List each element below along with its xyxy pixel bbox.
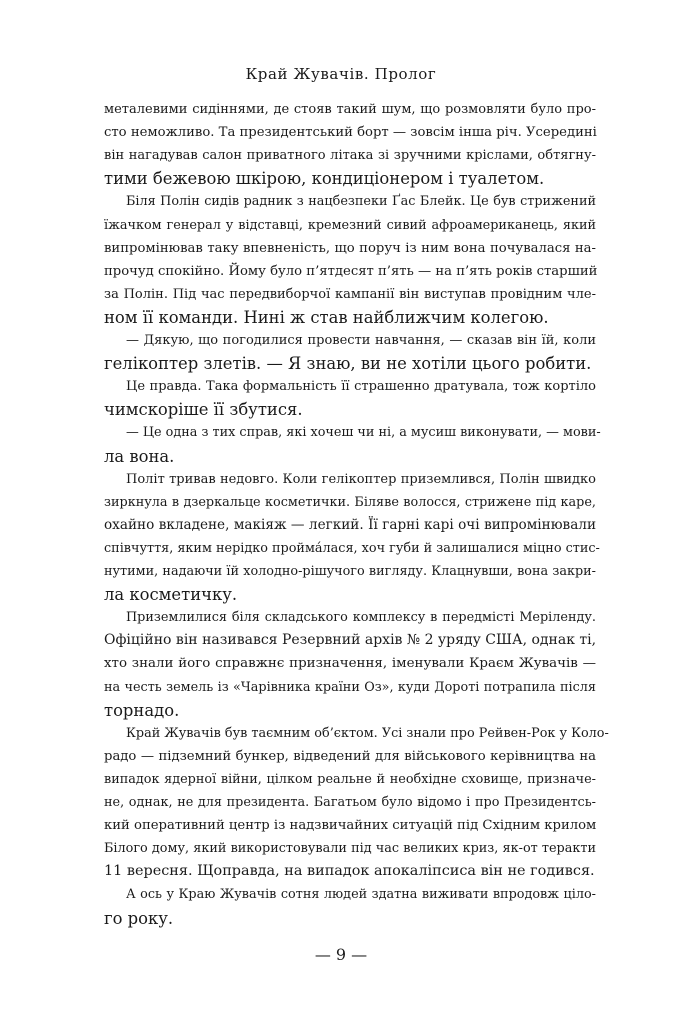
text-line: — Дякую, що погодилися провести навчання, — сказав він їй, коли xyxy=(126,333,596,348)
text-line: Політ тривав недовго. Коли гелікоптер приземлився, Полін швидко xyxy=(126,471,596,487)
text-line: Білого дому, який використовували під час великих криз, як-от теракти xyxy=(104,841,596,857)
text-line: — Це одна з тих справ, які хочеш чи ні, а мусиш виконувати, — мови- xyxy=(126,425,601,441)
text-line: випадок ядерної війни, цілком реальне й необхідне сховище, призначе- xyxy=(104,771,596,787)
text-line: чимскоріше її збутися. xyxy=(104,400,303,420)
text-line: кий оперативний центр із надзвичайних ситуацій під Східним крилом xyxy=(104,818,597,834)
text-line: за Полін. Під час передвиборчої кампанії він виступав провідним чле- xyxy=(104,286,596,302)
text-line: Біля Полін сидів радник з нацбезпеки Ґас Блейк. Це був стрижений xyxy=(126,194,596,210)
text-line: гелікоптер злетів. — Я знаю, ви не хотіли цього робити. xyxy=(104,354,592,374)
text-line: радо — підземний бункер, відведений для військового керівництва на xyxy=(104,748,596,764)
text-line: він нагадував салон приватного літака зі зручними кріслами, обтягну- xyxy=(104,148,596,164)
text-line: Офіційно він називався Резервний архів № 2 уряду США, однак ті, xyxy=(104,632,597,649)
text-line: Приземлилися біля складського комплексу в передмісті Меріленду. xyxy=(126,610,596,626)
text-line: металевими сидіннями, де стояв такий шум, що розмовляти було про- xyxy=(104,102,596,117)
text-line: співчуття, яким нерідко пройма́лася, хоч губи й залишалися міцно стис- xyxy=(104,540,600,556)
text-line: Це правда. Така формальність її страшенно дратувала, тож кортіло xyxy=(126,379,596,395)
text-line: 11 вересня. Щоправда, на випадок апокаліпсиса він не годився. xyxy=(104,863,595,880)
text-line: тими бежевою шкірою, кондиціонером і туалетом. xyxy=(104,169,545,189)
page-number: — 9 — xyxy=(314,945,368,964)
text-line: на честь земель із «Чарівника країни Оз», куди Дороті потрапила після xyxy=(104,679,596,695)
text-line: го року. xyxy=(104,908,174,928)
text-line: ном її команди. Нині ж став найближчим колегою. xyxy=(104,307,549,327)
text-line: випромінював таку впевненість, що поруч із ним вона почувалася на- xyxy=(104,240,596,256)
text-line: ла вона. xyxy=(104,446,175,466)
text-line: ла косметичку. xyxy=(104,585,238,605)
text-line: Край Жувачів був таємним об’єктом. Усі знали про Рейвен-Рок у Коло- xyxy=(126,725,609,741)
text-line: прочуд спокійно. Йому було п’ятдесят п’ять — на п’ять років старший xyxy=(104,263,598,279)
running-head: Край Жувачів. Пролог xyxy=(245,65,437,83)
text-line: зиркнула в дзеркальце косметички. Біляве волосся, стрижене під каре, xyxy=(104,494,596,510)
text-line: нутими, надаючи їй холодно-рішучого вигляду. Клацнувши, вона закри- xyxy=(104,564,596,579)
text-line: охайно вкладене, макіяж — легкий. Її гарні карі очі випромінювали xyxy=(104,516,596,533)
text-line: хто знали його справжнє призначення, іменували Краєм Жувачів — xyxy=(104,656,596,672)
text-line: сто неможливо. Та президентський борт — зовсім інша річ. Усередині xyxy=(104,125,597,141)
text-line: не, однак, не для президента. Багатьом було відомо і про Президентсь- xyxy=(104,795,596,810)
text-line: торнадо. xyxy=(104,700,180,720)
text-line: їжачком генерал у відставці, кремезний сивий афроамериканець, який xyxy=(104,217,596,233)
text-line: А ось у Краю Жувачів сотня людей здатна виживати впродовж ціло- xyxy=(126,887,596,903)
